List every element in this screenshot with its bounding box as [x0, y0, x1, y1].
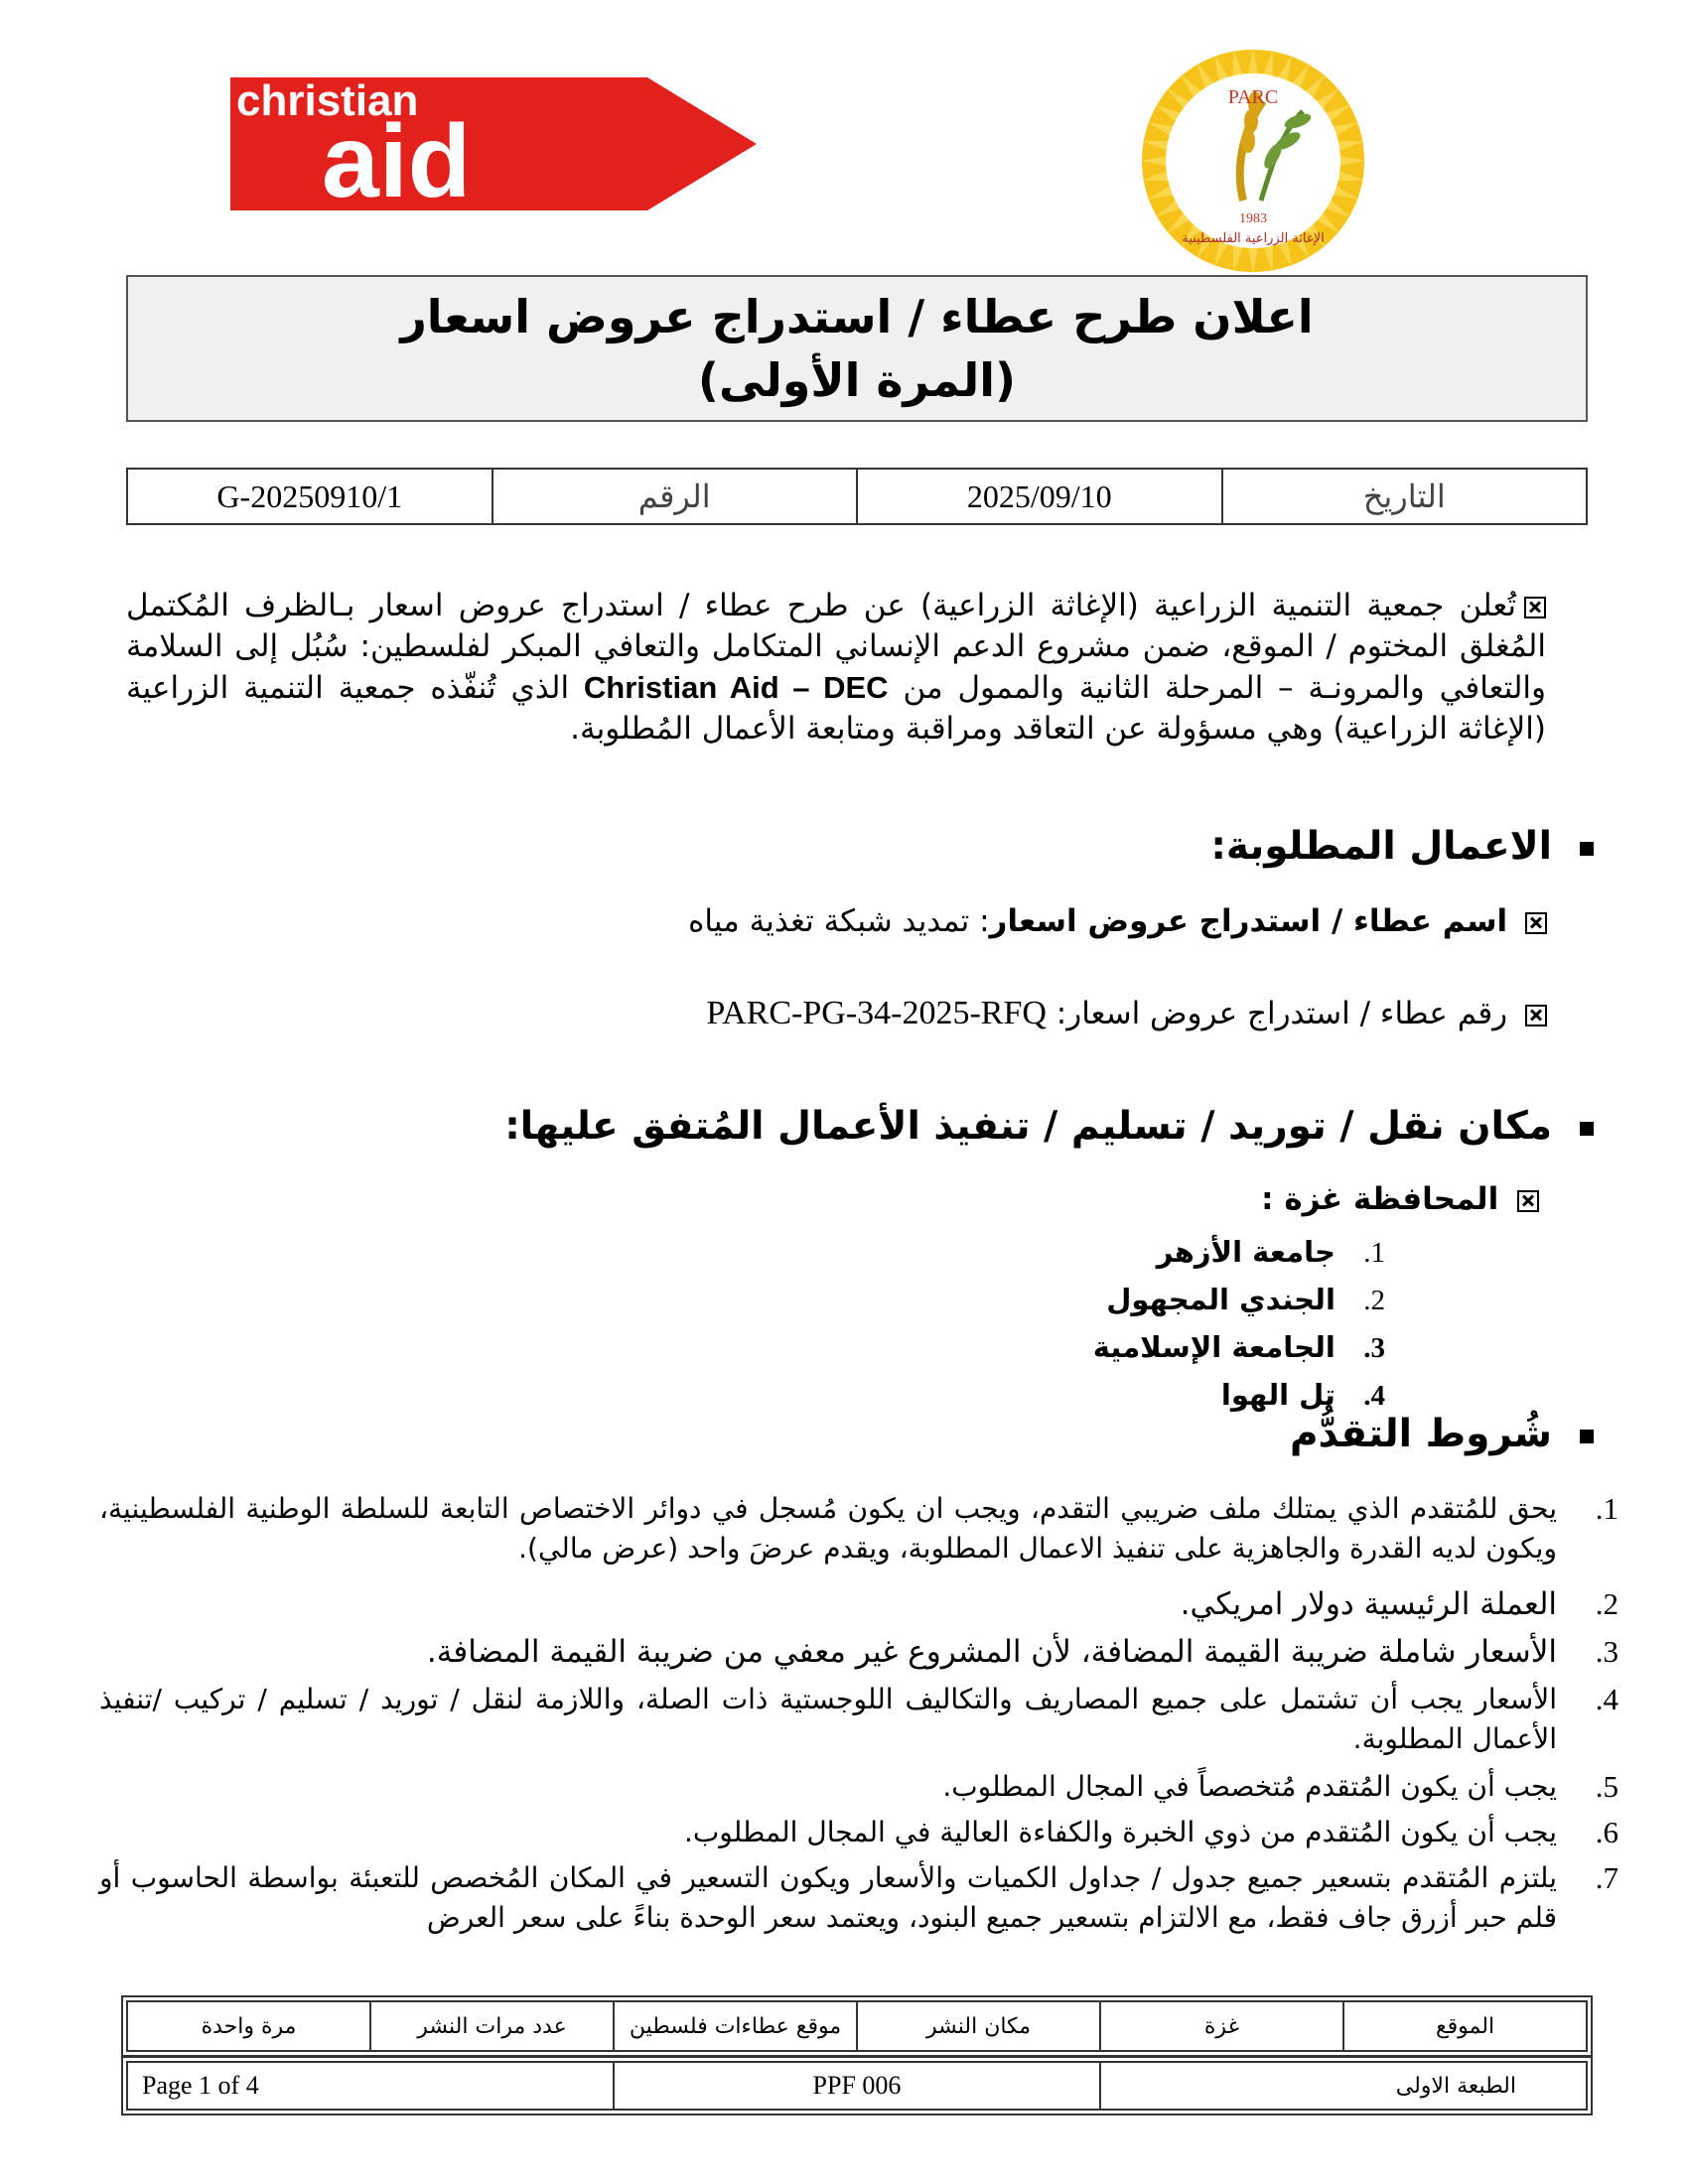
condition-item: 1. يحق للمُتقدم الذي يمتلك ملف ضريبي التقدم، ويجب ان يكون مُسجل في دوائر الاختصاص التابعة للسلطة الوطنية الفلسطينية، ويكون لديه القدرة والجاهزية على تنفيذ الاعمال المطلوبة، ويقدم عرضَ واحد (عرض مالي). — [99, 1491, 1618, 1565]
christian-aid-logo — [230, 69, 757, 218]
page-number-cell: Page 1 of 4 — [127, 2062, 614, 2110]
list-item: 3. الجامعة الإسلامية — [1092, 1330, 1385, 1364]
condition-item: 2. العملة الرئيسية دولار امريكي. — [1180, 1586, 1618, 1622]
footer-cell: غزة — [1100, 2001, 1343, 2051]
footer-cell: موقع عطاءات فلسطين — [614, 2001, 857, 2051]
announcement-subtitle: (المرة الأولى) — [697, 353, 1017, 407]
announcement-title-box — [126, 275, 1588, 422]
tender-number: PARC-PG-34-2025-RFQ — [706, 995, 1047, 1031]
condition-item: 3. الأسعار شاملة ضريبة القيمة المضافة، لأن المشروع غير معفي من ضريبة القيمة المضافة. — [426, 1634, 1618, 1670]
checkbox-icon — [1517, 1190, 1539, 1212]
list-item: 1. جامعة الأزهر — [1156, 1235, 1385, 1269]
date-value: 2025/09/10 — [857, 469, 1222, 524]
condition-item: 5. يجب أن يكون المُتقدم مُتخصصاً في المجال المطلوب. — [942, 1769, 1618, 1804]
condition-item: 4. الأسعار يجب أن تشتمل على جميع المصاريف والتكاليف اللوجستية ذات الصلة، واللازمة لنقل / توريد / تسليم / تركيب /تنفيذ الأعمال المطلوبة. — [99, 1682, 1618, 1755]
tender-name-line: اسم عطاء / استدراج عروض اسعار: تمديد شبكة تغذية مياه — [688, 903, 1547, 939]
footer-cell: عدد مرات النشر — [370, 2001, 614, 2051]
svg-text:1983: 1983 — [1239, 211, 1267, 226]
sites-list — [1093, 1229, 1385, 1420]
edition-cell: الطبعة الاولى — [1100, 2062, 1587, 2110]
svg-text:christian: christian — [236, 76, 419, 125]
checkbox-icon — [1525, 1005, 1547, 1026]
footer-cell: الموقع — [1343, 2001, 1587, 2051]
bullet-square-icon — [1580, 1122, 1594, 1136]
parc-logo — [1090, 50, 1416, 278]
svg-text:aid: aid — [322, 104, 472, 218]
conditions-heading: شُروط التقدُّم — [1290, 1412, 1594, 1456]
location-heading: مكان نقل / توريد / تسليم / تنفيذ الأعمال المُتفق عليها: — [504, 1104, 1594, 1149]
footer-cell: مرة واحدة — [127, 2001, 370, 2051]
info-table — [126, 468, 1588, 525]
intro-paragraph: تُعلن جمعية التنمية الزراعية (الإغاثة الزراعية) عن طرح عطاء / استدراج عروض اسعار بـالظرف المُكتمل المُغلق المختوم / الموقع، ضمن مشروع الدعم الإنساني المتكامل والتعافي المبكر لفلسطين: سُبُل إلى السلامة والتعافي والمرونـة – المرحلة الثانية والممول من Christian Aid – DEC الذي تُنفّذه جمعية التنمية الزراعية (الإغاثة الزراعية) وهي مسؤولة عن التعاقد ومراقبة ومتابعة الأعمال المُطلوبة. — [126, 588, 1547, 747]
footer-cell: مكان النشر — [857, 2001, 1100, 2051]
condition-item: 7. يلتزم المُتقدم بتسعير جميع جدول / جداول الكميات والأسعار ويكون التسعير في المكان المُخصص للتعبئة بواسطة الحاسوب أو قلم حبر أزرق جاف فقط، مع الالتزام بتسعير جميع البنود، ويعتمد سعر الوحدة بناءً على سعر العرض — [99, 1860, 1618, 1934]
date-label: التاريخ — [1222, 469, 1588, 524]
governorate-line: المحافظة غزة : — [1261, 1181, 1539, 1217]
svg-text:الإغاثة الزراعية الفلسطينية: الإغاثة الزراعية الفلسطينية — [1182, 231, 1325, 246]
works-heading: الاعمال المطلوبة: — [1210, 824, 1594, 869]
list-item: 4. تل الهوا — [1220, 1378, 1385, 1412]
svg-text:PARC: PARC — [1227, 86, 1279, 108]
condition-item: 6. يجب أن يكون المُتقدم من ذوي الخبرة والكفاءة العالية في المجال المطلوب. — [683, 1815, 1618, 1849]
checkbox-icon — [1524, 597, 1546, 618]
footer-page-table — [126, 2061, 1588, 2111]
footer-publication-table — [126, 2000, 1588, 2052]
number-value: G-20250910/1 — [127, 469, 492, 524]
list-item: 2. الجندي المجهول — [1106, 1283, 1385, 1316]
tender-number-line: رقم عطاء / استدراج عروض اسعار: PARC-PG-34-2025-RFQ — [706, 995, 1547, 1032]
bullet-square-icon — [1580, 1430, 1594, 1443]
number-label: الرقم — [492, 469, 858, 524]
form-code-cell: PPF 006 — [614, 2062, 1100, 2110]
announcement-title: اعلان طرح عطاء / استدراج عروض اسعار — [400, 290, 1314, 343]
checkbox-icon — [1525, 912, 1547, 934]
bullet-square-icon — [1580, 842, 1594, 856]
funder-name: Christian Aid – DEC — [583, 670, 889, 705]
